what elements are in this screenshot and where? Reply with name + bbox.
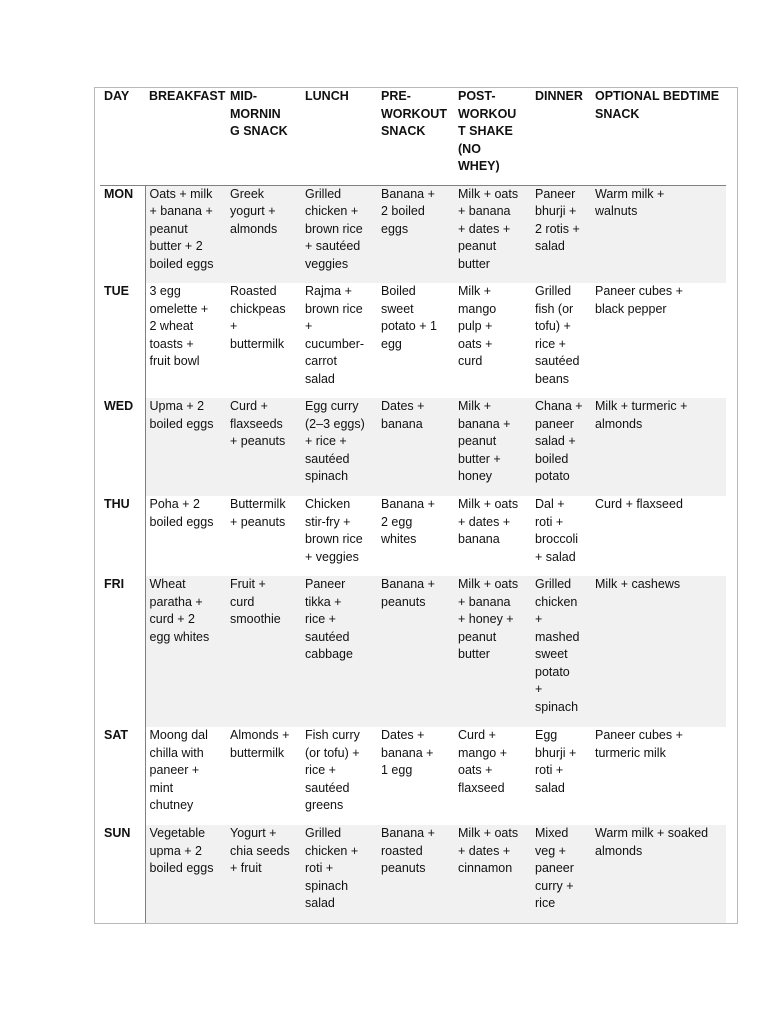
header-row	[100, 87, 726, 185]
cell-post-workout-shake: Curd + mango + oats + flaxseed	[458, 728, 507, 795]
weekly-meal-plan-table	[100, 87, 726, 923]
cell-mid-morning-snack: Greek yogurt + almonds	[226, 185, 301, 283]
cell-dinner: Chana + paneer salad + boiled potato	[531, 398, 591, 496]
cell-breakfast: Upma + 2 boiled eggs	[145, 398, 226, 496]
row-tue	[100, 283, 726, 398]
cell-post-workout-shake: Milk + oats + banana + honey + peanut butter	[454, 576, 531, 727]
day-label: MON	[100, 185, 145, 283]
cell-pre-workout-snack: Banana + 2 egg whites	[381, 497, 435, 546]
row-sun	[100, 825, 726, 923]
cell-breakfast: Wheat paratha + curd + 2 egg whites	[145, 576, 226, 727]
day-label: SUN	[100, 825, 145, 923]
cell-lunch: Grilled chicken + brown rice + sautéed veggies	[301, 185, 377, 283]
cell-dinner: Mixed veg + paneer curry + rice	[531, 825, 591, 923]
cell-lunch: Fish curry (or tofu) + rice + sautéed greens	[305, 728, 360, 812]
header-post-workout-shake: POST- WORKOU T SHAKE (NO WHEY)	[454, 87, 531, 185]
header-mid-morning-snack: MID- MORNIN G SNACK	[226, 87, 301, 185]
day-label: THU	[100, 496, 145, 576]
cell-mid-morning-snack: Curd + flaxseeds + peanuts	[226, 398, 301, 496]
cell-breakfast: Moong dal chilla with paneer + mint chutney	[149, 728, 208, 812]
cell-breakfast: Poha + 2 boiled eggs	[149, 497, 214, 529]
cell-bedtime-snack: Curd + flaxseed	[595, 497, 683, 511]
cell-bedtime-snack: Milk + cashews	[591, 576, 726, 727]
cell-pre-workout-snack: Dates + banana	[377, 398, 454, 496]
cell-pre-workout-snack: Banana + peanuts	[377, 576, 454, 727]
cell-breakfast: Oats + milk + banana + peanut butter + 2 boiled eggs	[145, 185, 226, 283]
cell-pre-workout-snack: Dates + banana + 1 egg	[381, 728, 434, 777]
cell-mid-morning-snack: Almonds + buttermilk	[230, 728, 290, 760]
cell-post-workout-shake: Milk + banana + peanut butter + honey	[454, 398, 531, 496]
cell-pre-workout-snack: Banana + 2 boiled eggs	[377, 185, 454, 283]
cell-bedtime-snack: Milk + turmeric + almonds	[591, 398, 726, 496]
cell-lunch: Rajma + brown rice + cucumber- carrot salad	[305, 284, 365, 386]
cell-dinner: Grilled chicken + mashed sweet potato + spinach	[531, 576, 591, 727]
cell-pre-workout-snack: Banana + roasted peanuts	[377, 825, 454, 923]
cell-bedtime-snack: Warm milk + soaked almonds	[591, 825, 726, 923]
day-label: FRI	[100, 576, 145, 727]
header-bedtime-snack: OPTIONAL BEDTIME SNACK	[591, 87, 726, 185]
day-label: SAT	[100, 727, 145, 825]
cell-post-workout-shake: Milk + mango pulp + oats + curd	[458, 284, 497, 368]
row-mon	[100, 185, 726, 283]
row-thu	[100, 496, 726, 576]
cell-bedtime-snack: Warm milk + walnuts	[591, 185, 726, 283]
cell-bedtime-snack: Paneer cubes + black pepper	[595, 284, 683, 316]
header-lunch: LUNCH	[301, 87, 377, 185]
cell-mid-morning-snack: Fruit + curd smoothie	[226, 576, 301, 727]
header-pre-workout-snack: PRE- WORKOUT SNACK	[377, 87, 454, 185]
day-label: TUE	[100, 283, 145, 398]
cell-dinner: Grilled fish (or tofu) + rice + sautéed beans	[535, 284, 580, 386]
cell-lunch: Grilled chicken + roti + spinach salad	[301, 825, 377, 923]
cell-pre-workout-snack: Boiled sweet potato + 1 egg	[381, 284, 437, 351]
cell-post-workout-shake: Milk + oats + dates + cinnamon	[454, 825, 531, 923]
cell-post-workout-shake: Milk + oats + dates + banana	[458, 497, 519, 546]
header-day: DAY	[100, 87, 145, 185]
header-breakfast: BREAKFAST	[145, 87, 226, 185]
row-fri	[100, 576, 726, 727]
cell-lunch: Chicken stir-fry + brown rice + veggies	[305, 497, 363, 564]
cell-breakfast: Vegetable upma + 2 boiled eggs	[145, 825, 226, 923]
row-wed	[100, 398, 726, 496]
row-sat	[100, 727, 726, 825]
cell-mid-morning-snack: Buttermilk + peanuts	[230, 497, 286, 529]
header-dinner: DINNER	[531, 87, 591, 185]
cell-breakfast: 3 egg omelette + 2 wheat toasts + fruit bowl	[149, 284, 209, 368]
cell-dinner: Paneer bhurji + 2 rotis + salad	[531, 185, 591, 283]
cell-lunch: Paneer tikka + rice + sautéed cabbage	[301, 576, 377, 727]
day-label: WED	[100, 398, 145, 496]
cell-lunch: Egg curry (2–3 eggs) + rice + sautéed spinach	[301, 398, 377, 496]
cell-bedtime-snack: Paneer cubes + turmeric milk	[595, 728, 683, 760]
cell-mid-morning-snack: Yogurt + chia seeds + fruit	[226, 825, 301, 923]
cell-post-workout-shake: Milk + oats + banana + dates + peanut butter	[454, 185, 531, 283]
cell-dinner: Egg bhurji + roti + salad	[535, 728, 577, 795]
cell-mid-morning-snack: Roasted chickpeas + buttermilk	[230, 284, 286, 351]
cell-dinner: Dal + roti + broccoli + salad	[535, 497, 579, 564]
